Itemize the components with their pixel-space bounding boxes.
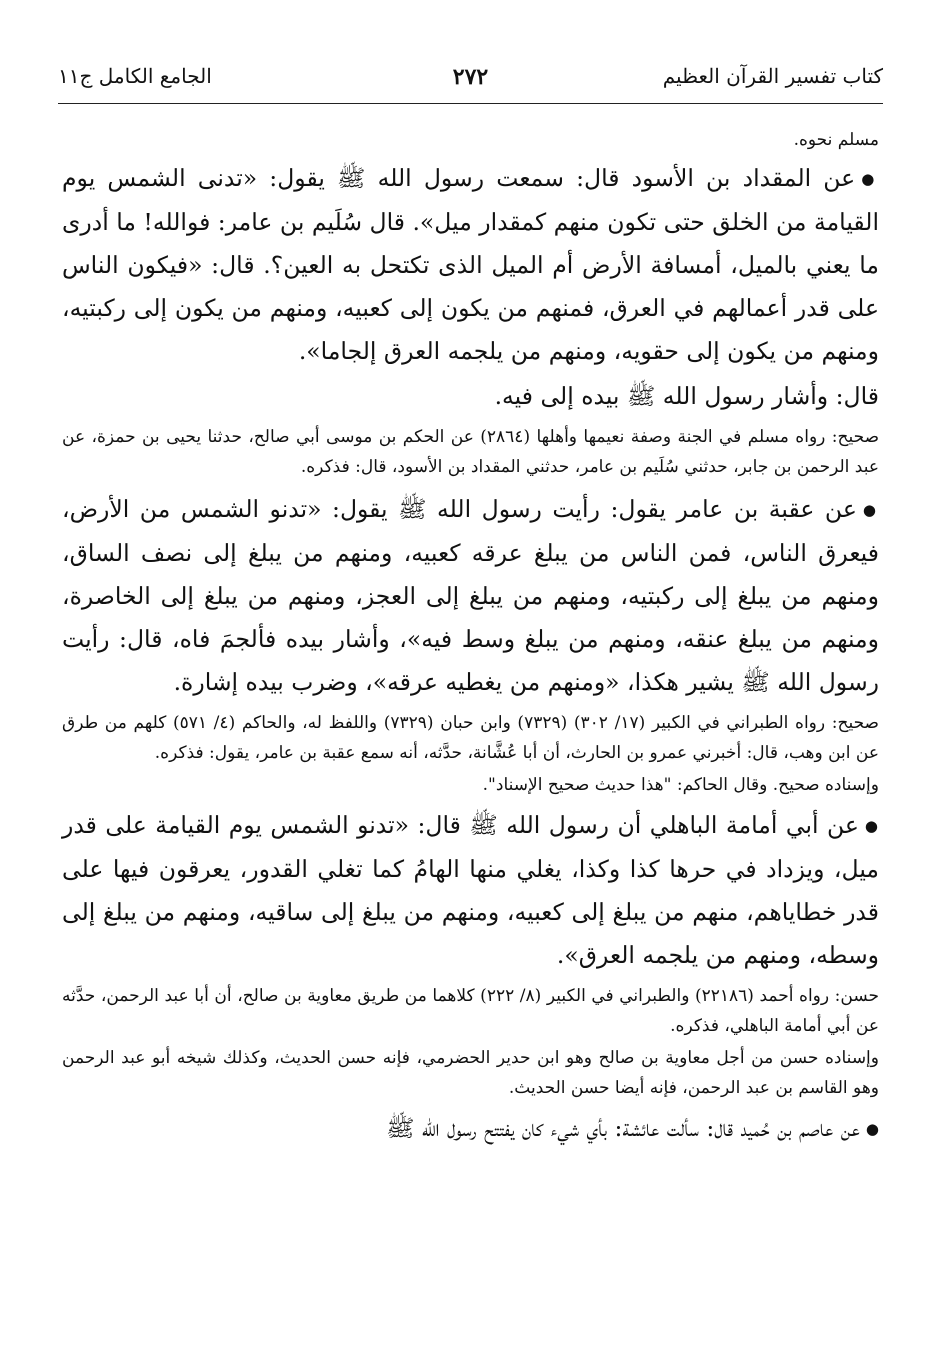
- paragraph-text: صحيح: رواه الطبراني في الكبير (١٧/ ٣٠٢) (٧٣٢٩) وابن حبان (٧٣٢٩) واللفظ له، والحاكم (٤/ ٥٧١) كلهم من طرق عن ابن وهب، قال: أخبرني عمرو بن الحارث، أن أبا عُشَّانة، حدَّثه، أنه سمع عقبة بن عامر، يقول: فذكره.: [62, 713, 879, 763]
- hadith-paragraph: [62, 375, 879, 418]
- paragraph-text: قال: وأشار رسول الله ﷺ بيده إلى فيه.: [494, 382, 879, 410]
- paragraph-text: مسلم نحوه.: [793, 130, 879, 150]
- paragraph-text: عن المقداد بن الأسود قال: سمعت رسول الله ﷺ يقول: «تدنى الشمس يوم القيامة من الخلق حتى تكون منهم كمقدار ميل». قال سُلَيم بن عامر: فوالله! ما أدرى ما يعني بالميل، أمسافة الأرض أم الميل الذى تكتحل به العين؟. قال: «فيكون الناس على قدر أعمالهم في العرق، فمنهم من يكون إلى كعبيه، ومنهم من يكون إلى ركبتيه، ومنهم من يكون إلى حقويه، ومنهم من يلجمه العرق إلجاما».: [62, 164, 879, 365]
- paragraph-text: صحيح: رواه مسلم في الجنة وصفة نعيمها وأهلها (٢٨٦٤) عن الحكم بن موسى أبي صالح، حدثنا يحيى بن حمزة، عن عبد الرحمن بن جابر، حدثني سُلَيم بن عامر، حدثني المقداد بن الأسود، قال: فذكره.: [62, 427, 879, 477]
- hadith-paragraph: [62, 488, 879, 704]
- volume-label: الجامع الكامل ج١١: [58, 64, 212, 88]
- paragraph-text: عن عاصم بن حُميد قال: سألت عائشة: بأي شيء كان يفتتح رسول الله ﷺ: [386, 1114, 860, 1142]
- paragraph-text: وإسناده صحيح. وقال الحاكم: "هذا حديث صحيح الإسناد".: [482, 775, 879, 795]
- takhrij-note: [62, 422, 879, 482]
- paragraph-text: وإسناده حسن من أجل معاوية بن صالح وهو ابن حدير الحضرمي، فإنه حسن الحديث، وكذلك شيخه أبو عبد الرحمن وهو القاسم بن عبد الرحمن، فإنه أيضا حسن الحديث.: [62, 1048, 879, 1098]
- continuation-note: [62, 125, 879, 155]
- page-header: [58, 58, 883, 98]
- hadith-paragraph: [62, 157, 879, 373]
- takhrij-note: [62, 1043, 879, 1103]
- header-rule: [58, 103, 883, 104]
- page-number: ٢٧٢: [452, 64, 489, 90]
- page-body: [62, 125, 879, 1151]
- bullet-icon: ●: [862, 501, 879, 519]
- takhrij-note: [62, 770, 879, 800]
- paragraph-text: عن أبي أمامة الباهلي أن رسول الله ﷺ قال: «تدنو الشمس يوم القيامة على قدر ميل، ويزداد في حرها كذا وكذا، يغلي منها الهامُ كما تغلي القدور، يعرقون فيها على قدر خطاياهم، منهم من يبلغ إلى كعبيه، ومنهم من يبلغ إلى ساقيه، ومنهم من يبلغ إلى وسطه، ومنهم من يلجمه العرق».: [62, 811, 879, 969]
- book-title: كتاب تفسير القرآن العظيم: [662, 64, 883, 88]
- bullet-icon: ●: [865, 1120, 879, 1138]
- paragraph-text: حسن: رواه أحمد (٢٢١٨٦) والطبراني في الكبير (٨/ ٢٢٢) كلاهما من طريق معاوية بن صالح، أن أبا عبد الرحمن، حدَّثه عن أبي أمامة الباهلي، فذكره.: [62, 986, 879, 1036]
- bullet-icon: ●: [864, 817, 879, 835]
- hadith-paragraph: [62, 1107, 879, 1151]
- hadith-paragraph: [62, 804, 879, 977]
- paragraph-text: عن عقبة بن عامر يقول: رأيت رسول الله ﷺ يقول: «تدنو الشمس من الأرض، فيعرق الناس، فمن الناس من يبلغ عرقه كعبيه، ومنهم من يبلغ إلى نصف الساق، ومنهم من يبلغ إلى ركبتيه، ومنهم من يبلغ إلى العجز، ومنهم من يبلغ إلى الخاصرة، ومنهم من يبلغ عنقه، ومنهم من يبلغ وسط فيه»، وأشار بيده فألجمَ فاه، قال: رأيت رسول الله ﷺ يشير هكذا، «ومنهم من يغطيه عرقه»، وضرب بيده إشارة.: [62, 495, 879, 696]
- takhrij-note: [62, 708, 879, 768]
- takhrij-note: [62, 981, 879, 1041]
- bullet-icon: ●: [861, 170, 880, 188]
